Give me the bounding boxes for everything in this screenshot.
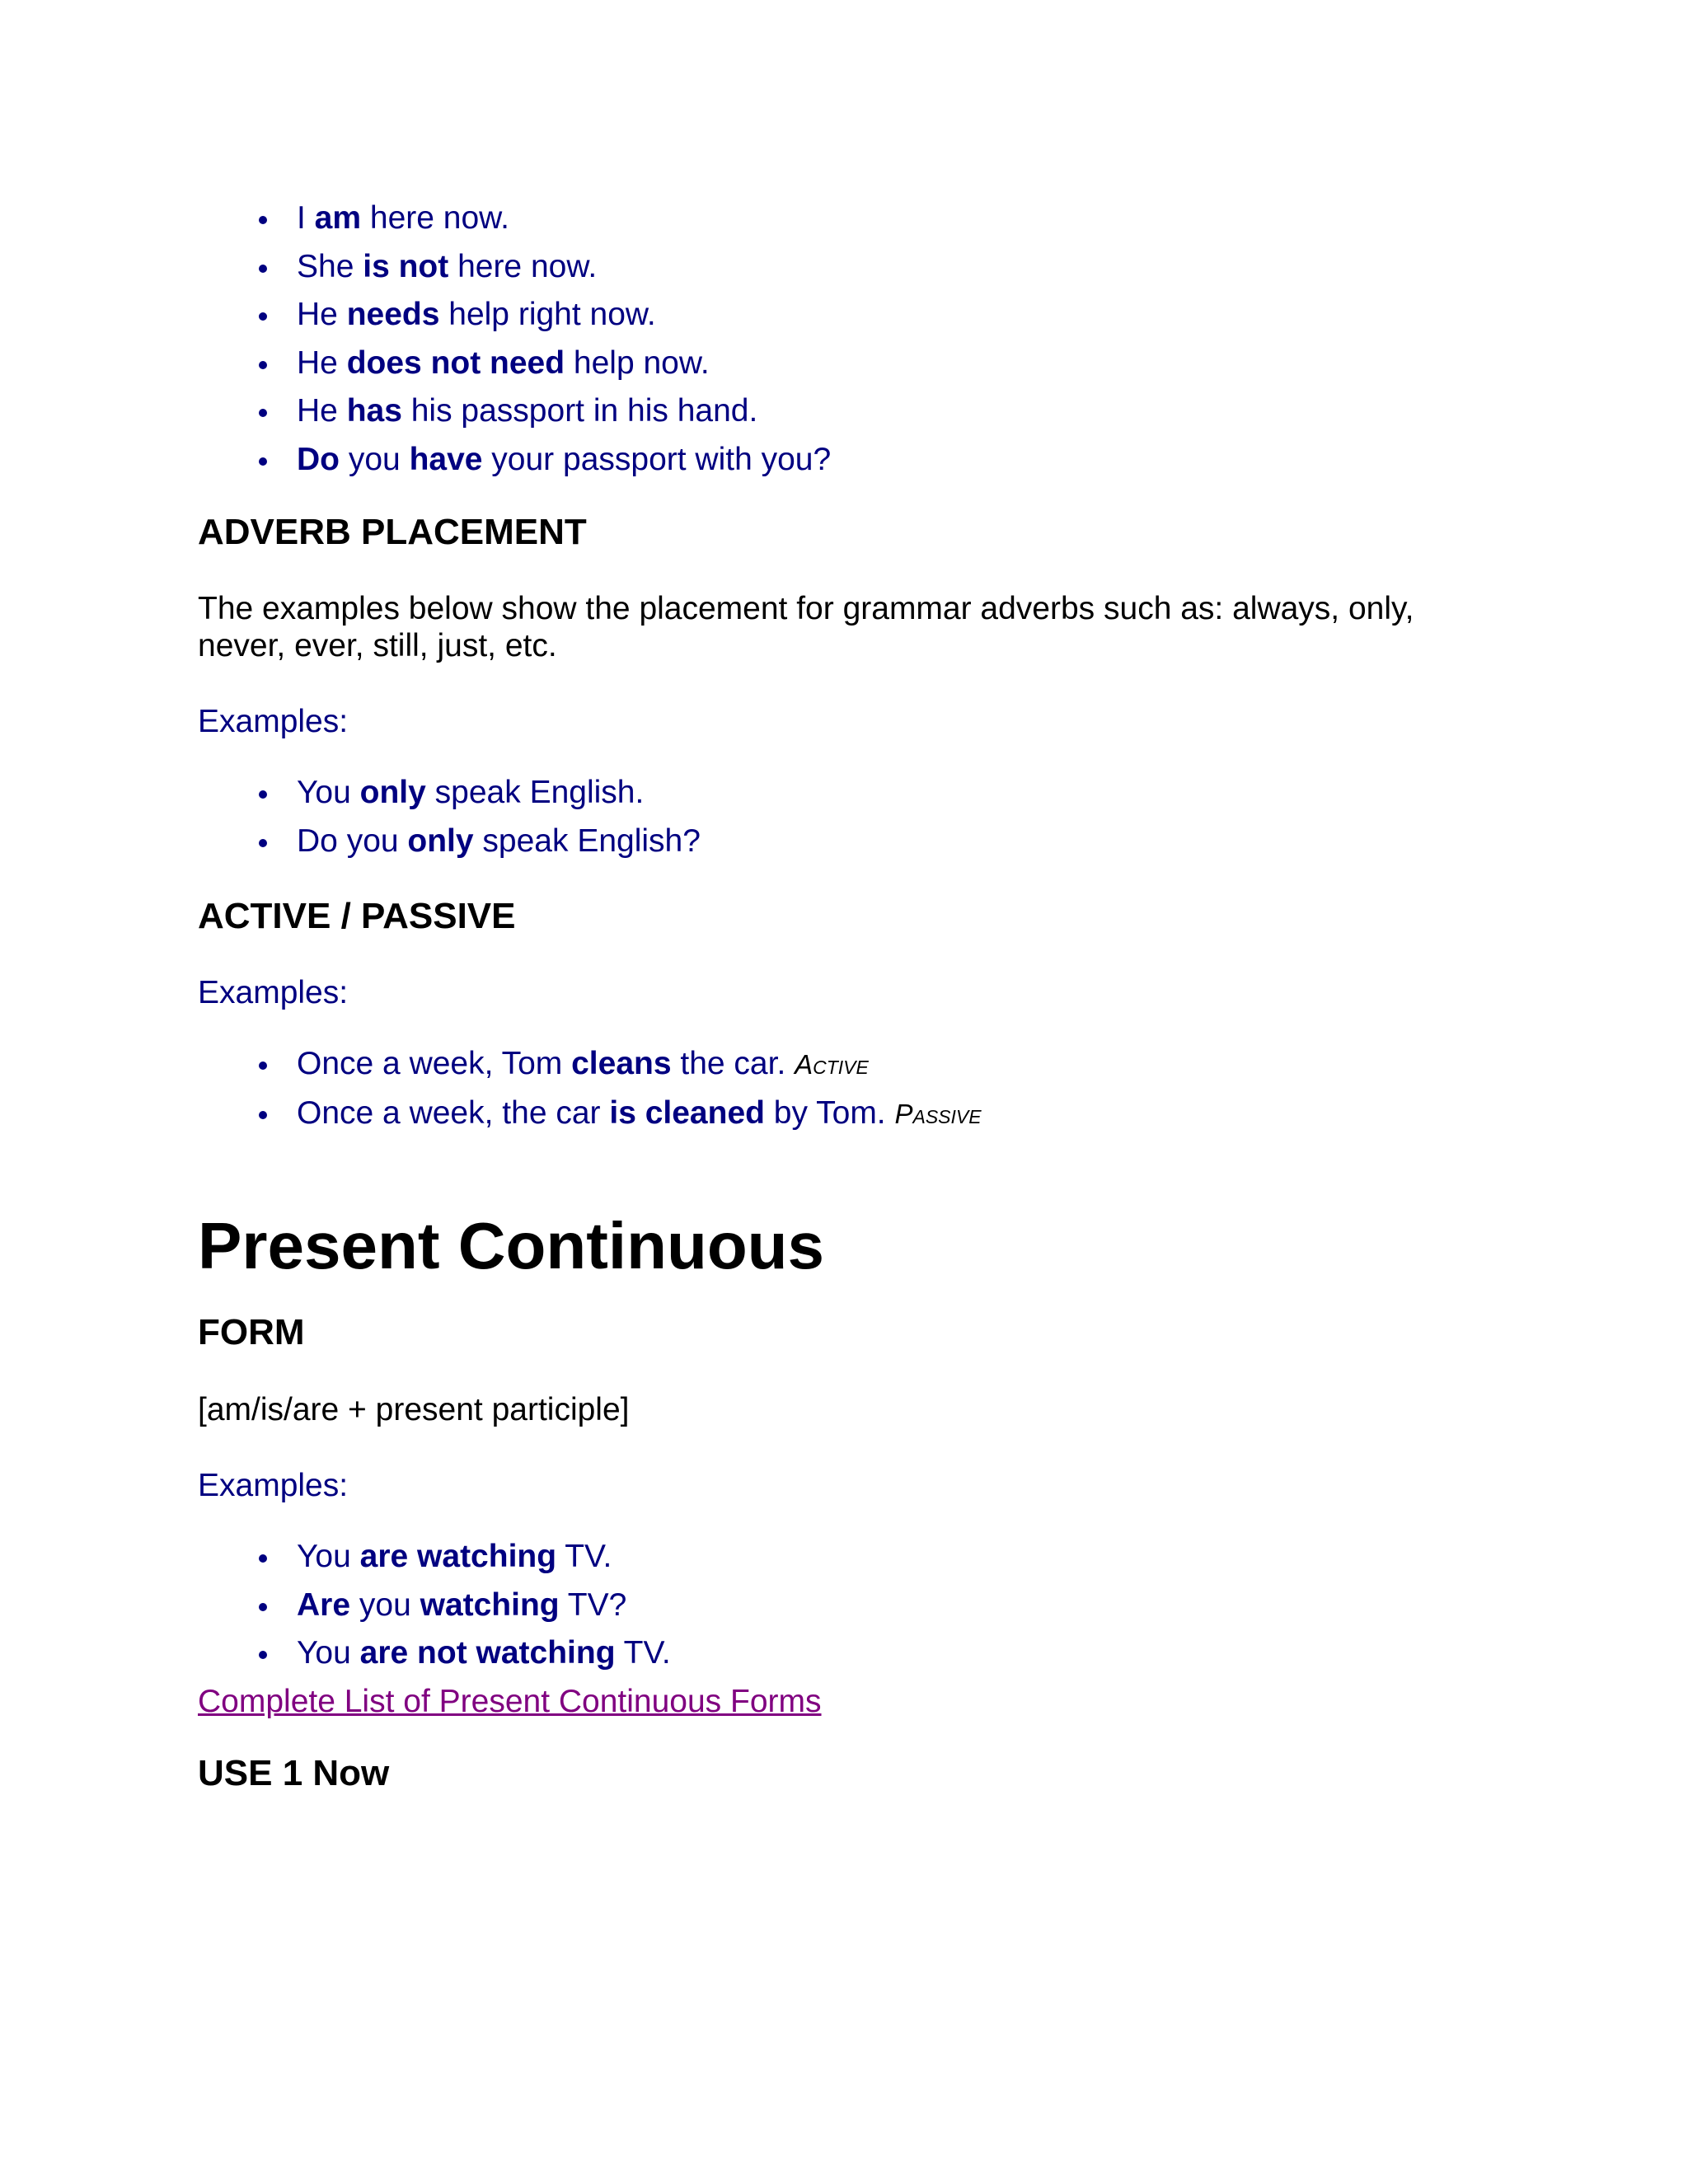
list-item	[198, 194, 1484, 243]
list-item	[198, 291, 1484, 340]
text-segment: you	[340, 441, 410, 477]
examples-list-adverb	[198, 769, 1484, 865]
bullet-icon	[259, 312, 267, 321]
bullet-icon	[259, 216, 267, 224]
bullet-icon	[259, 1062, 267, 1070]
bullet-icon	[259, 839, 267, 847]
bold-text: does not need	[346, 344, 565, 381]
text-segment: your passport with you?	[482, 441, 832, 477]
adverb-examples-label: Examples:	[198, 704, 349, 739]
adverb-description: The examples below show the placement for grammar adverbs such as: always, only, never, ever, still, just, etc.	[198, 591, 1414, 663]
examples-list-present-continuous	[198, 1533, 1484, 1678]
bold-text: have	[409, 441, 483, 477]
text-segment: speak English.	[425, 775, 645, 810]
text-segment: you	[350, 1586, 420, 1623]
bullet-icon	[259, 409, 267, 417]
bold-text: needs	[346, 297, 440, 332]
complete-list-link[interactable]: Complete List of Present Continuous Forms	[198, 1683, 822, 1719]
list-item	[198, 340, 1484, 388]
list-item	[198, 1040, 1484, 1090]
text-segment: You	[297, 1539, 360, 1574]
form-text: [am/is/are + present participle]	[198, 1392, 630, 1427]
text-segment: the car.	[671, 1046, 795, 1081]
heading-adverb-placement: ADVERB PLACEMENT	[198, 512, 587, 552]
text-segment: TV?	[559, 1586, 627, 1623]
bold-text: cleans	[571, 1046, 672, 1081]
bold-text: Are	[297, 1586, 351, 1623]
bold-text: Do	[297, 441, 340, 477]
bold-text: has	[346, 393, 402, 429]
text-segment: He	[297, 393, 347, 429]
text-segment: help now.	[565, 344, 710, 381]
bold-text: is not	[363, 248, 449, 284]
list-item	[198, 1090, 1484, 1139]
bullet-icon	[259, 1651, 267, 1659]
bold-text: are not watching	[359, 1635, 616, 1671]
list-item	[198, 243, 1484, 292]
examples-list-simple-present	[198, 194, 1484, 484]
text-segment: I	[297, 200, 315, 236]
bold-text: only	[359, 775, 426, 810]
bullet-icon	[259, 1111, 267, 1119]
text-segment: TV.	[556, 1539, 612, 1574]
bold-text: watching	[420, 1586, 560, 1623]
bullet-icon	[259, 265, 267, 273]
document-page	[198, 194, 1484, 1795]
voice-label: Active	[795, 1049, 869, 1080]
text-segment: speak English?	[473, 823, 701, 859]
active-passive-examples-label: Examples:	[198, 975, 349, 1010]
heading-use-1-now: USE 1 Now	[198, 1752, 390, 1793]
list-item	[198, 818, 1484, 866]
bold-text: is cleaned	[609, 1094, 765, 1131]
list-item	[198, 387, 1484, 436]
text-segment: here now.	[361, 200, 510, 236]
bold-text: am	[314, 200, 362, 236]
text-segment: help right now.	[439, 297, 656, 332]
bullet-icon	[259, 790, 267, 799]
text-segment: Do you	[297, 823, 408, 859]
list-item	[198, 436, 1484, 485]
voice-label: Passive	[894, 1098, 982, 1129]
present-continuous-examples-label: Examples:	[198, 1468, 349, 1503]
page-title-present-continuous: Present Continuous	[198, 1209, 825, 1282]
bullet-icon	[259, 361, 267, 369]
heading-form: FORM	[198, 1312, 305, 1352]
list-item	[198, 1629, 1484, 1678]
text-segment: TV.	[615, 1635, 671, 1671]
heading-active-passive: ACTIVE / PASSIVE	[198, 896, 516, 936]
list-item	[198, 1582, 1484, 1630]
text-segment: He	[297, 297, 347, 332]
list-item	[198, 769, 1484, 818]
text-segment: You	[297, 1635, 360, 1671]
bold-text: only	[407, 823, 474, 859]
text-segment: You	[297, 775, 360, 810]
text-segment: She	[297, 248, 363, 284]
bullet-icon	[259, 1554, 267, 1563]
text-segment: by Tom.	[764, 1094, 895, 1131]
text-segment: Once a week, Tom	[297, 1046, 572, 1081]
text-segment: here now.	[448, 248, 598, 284]
text-segment: He	[297, 344, 347, 381]
bullet-icon	[259, 1603, 267, 1611]
bullet-icon	[259, 457, 267, 466]
text-segment: Once a week, the car	[297, 1094, 610, 1131]
text-segment: his passport in his hand.	[401, 393, 758, 429]
bold-text: are watching	[359, 1539, 557, 1574]
examples-list-active-passive	[198, 1040, 1484, 1138]
list-item	[198, 1533, 1484, 1582]
